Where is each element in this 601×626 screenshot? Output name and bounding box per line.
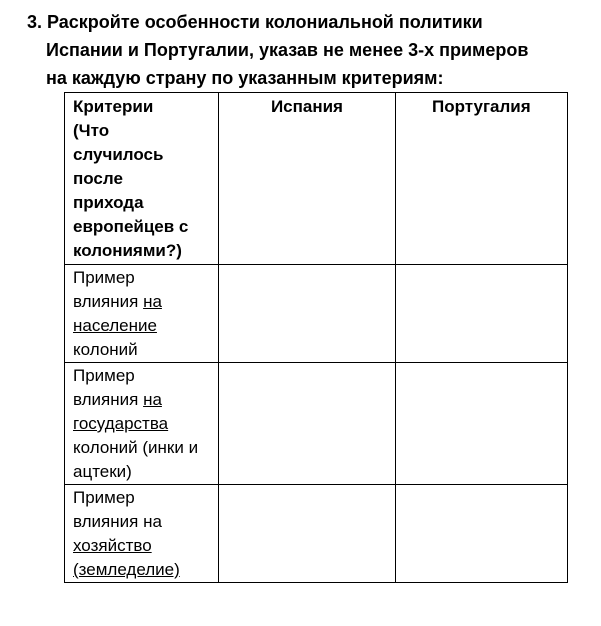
criterion-economy xyxy=(65,485,219,583)
header-criteria-line: случилось xyxy=(73,145,164,164)
criterion-text: Пример xyxy=(73,366,135,385)
criterion-underlined-text: (земледелие) xyxy=(73,560,180,579)
answer-cell-portugal[interactable] xyxy=(395,485,567,583)
criterion-text: Пример xyxy=(73,488,135,507)
criterion-population xyxy=(65,265,219,363)
criterion-underlined-text: на xyxy=(143,390,162,409)
criterion-text: Пример xyxy=(73,268,135,287)
header-criteria-line: колониями?) xyxy=(73,241,182,260)
table-row xyxy=(65,485,568,583)
header-criteria-line: после xyxy=(73,169,123,188)
header-criteria-line: (Что xyxy=(73,121,110,140)
criterion-text-line xyxy=(73,388,210,412)
header-criteria-line: европейцев с xyxy=(73,217,189,236)
answer-cell-portugal[interactable] xyxy=(395,265,567,363)
criterion-underlined-text: государства xyxy=(73,414,169,433)
criterion-text: ацтеки) xyxy=(73,462,132,481)
table-header-row xyxy=(65,93,568,265)
criterion-states xyxy=(65,363,219,485)
answer-cell-spain[interactable] xyxy=(219,485,395,583)
header-criteria xyxy=(65,93,219,265)
task-line-1: 3. Раскройте особенности колониальной политики xyxy=(27,12,483,32)
criterion-underlined-text: население xyxy=(73,316,157,335)
answer-cell-spain[interactable] xyxy=(219,265,395,363)
header-criteria-line: прихода xyxy=(73,193,144,212)
criterion-text: колоний xyxy=(73,340,138,359)
criterion-underlined-text: на xyxy=(143,292,162,311)
criterion-text-line xyxy=(73,290,210,314)
criterion-text: влияния xyxy=(73,292,144,311)
table-row xyxy=(65,363,568,485)
task-question xyxy=(27,8,587,92)
answer-cell-spain[interactable] xyxy=(219,363,395,485)
task-line-2: Испании и Португалии, указав не менее 3-х примеров xyxy=(46,40,529,60)
criterion-text: колоний (инки и xyxy=(73,438,199,457)
table-row xyxy=(65,265,568,363)
comparison-table xyxy=(64,92,568,583)
header-criteria-line: Критерии xyxy=(73,97,154,116)
header-spain: Испания xyxy=(219,93,395,265)
criterion-text: влияния xyxy=(73,390,144,409)
task-line-3: на каждую страну по указанным критериям: xyxy=(46,68,444,88)
answer-cell-portugal[interactable] xyxy=(395,363,567,485)
header-portugal: Португалия xyxy=(395,93,567,265)
criterion-underlined-text: хозяйство xyxy=(73,536,152,555)
criterion-text: влияния на xyxy=(73,512,162,531)
